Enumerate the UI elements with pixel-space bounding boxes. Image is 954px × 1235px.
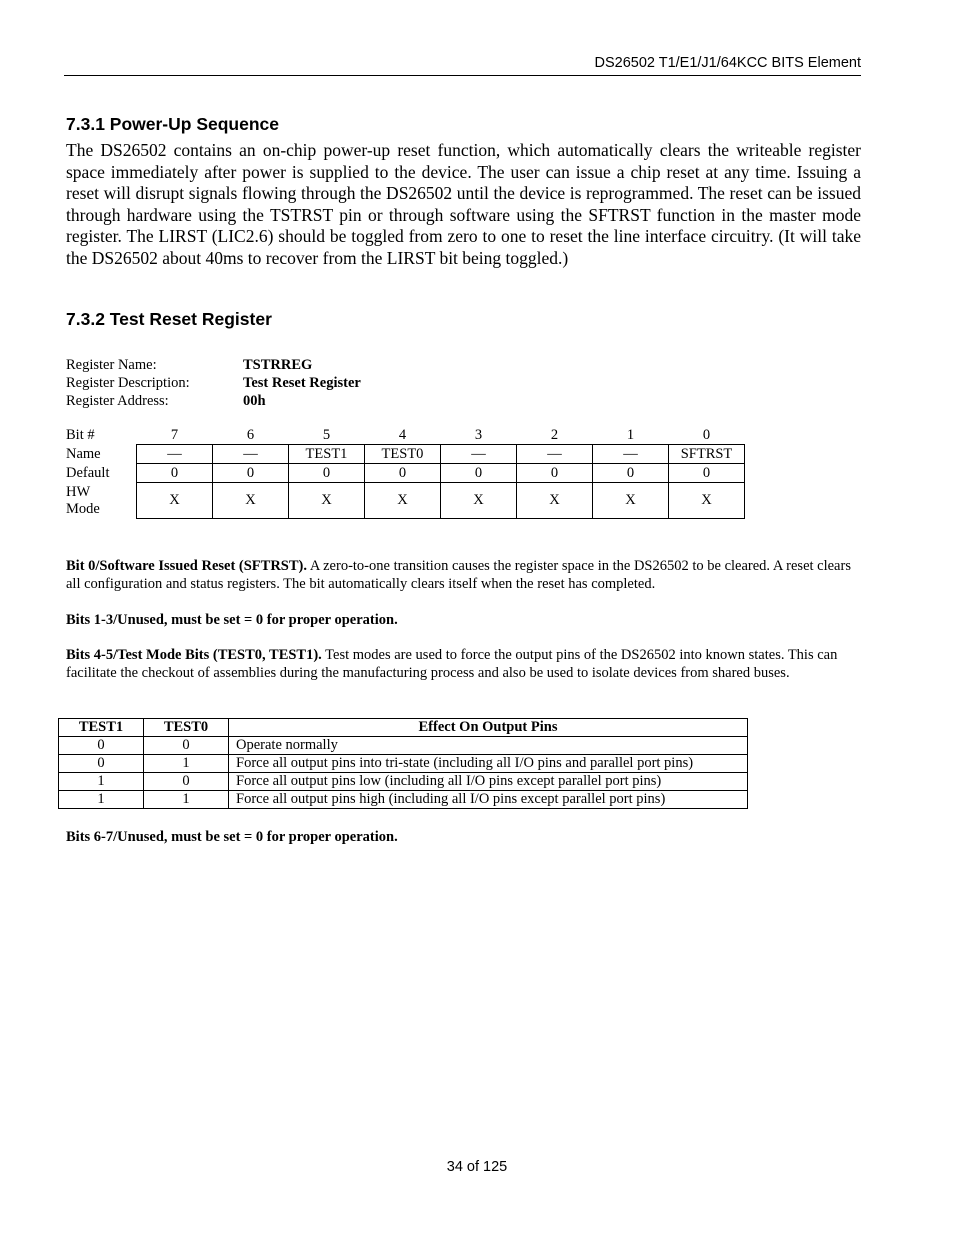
bit-default: 0 bbox=[365, 464, 441, 483]
cell-effect: Force all output pins high (including all I/O pins except parallel port pins) bbox=[229, 791, 748, 809]
register-desc-label: Register Description: bbox=[66, 375, 190, 391]
header-title: DS26502 T1/E1/J1/64KCC BITS Element bbox=[594, 55, 861, 71]
bit-hw-mode: X bbox=[441, 483, 517, 519]
bit-number-row bbox=[64, 426, 745, 445]
cell-test0: 0 bbox=[144, 773, 229, 791]
table-row bbox=[59, 737, 748, 755]
bit-number: 6 bbox=[246, 426, 255, 443]
cell-test0: 1 bbox=[144, 791, 229, 809]
hw-label: HW bbox=[66, 483, 91, 500]
effect-table bbox=[58, 718, 748, 809]
page-header bbox=[64, 55, 861, 76]
cell-test0: 1 bbox=[144, 755, 229, 773]
bit-row-label: Bit # bbox=[66, 426, 95, 443]
bit-default-row bbox=[64, 464, 745, 483]
bit-default: 0 bbox=[213, 464, 289, 483]
bit-name: — bbox=[137, 445, 213, 464]
bit-number: 5 bbox=[322, 426, 331, 443]
bit-number: 2 bbox=[550, 426, 559, 443]
cell-test1: 0 bbox=[59, 737, 144, 755]
bit-name: TEST1 bbox=[289, 445, 365, 464]
page-number: 34 of 125 bbox=[446, 1159, 508, 1175]
bit-name: TEST0 bbox=[365, 445, 441, 464]
col-header-effect: Effect On Output Pins bbox=[229, 719, 748, 737]
bit-name: — bbox=[593, 445, 669, 464]
cell-effect: Force all output pins into tri-state (including all I/O pins and parallel port pins) bbox=[229, 755, 748, 773]
section-heading-test-reset: 7.3.2 Test Reset Register bbox=[66, 309, 272, 329]
bit-default: 0 bbox=[137, 464, 213, 483]
register-name: TSTRREG bbox=[243, 357, 313, 373]
bit-name: — bbox=[441, 445, 517, 464]
register-name-label: Register Name: bbox=[66, 357, 157, 373]
bit0-title: Bit 0/Software Issued Reset (SFTRST). bbox=[66, 558, 307, 574]
bit-number: 1 bbox=[626, 426, 635, 443]
bit-default: 0 bbox=[289, 464, 365, 483]
name-row-label: Name bbox=[66, 445, 101, 462]
bit0-description bbox=[66, 557, 861, 593]
bit-default: 0 bbox=[669, 464, 745, 483]
register-addr-label: Register Address: bbox=[66, 393, 169, 409]
bits45-description bbox=[66, 646, 861, 682]
register-desc: Test Reset Register bbox=[243, 375, 361, 391]
bit-hw-mode: X bbox=[669, 483, 745, 519]
cell-test1: 1 bbox=[59, 773, 144, 791]
cell-test1: 0 bbox=[59, 755, 144, 773]
bit-hw-mode-row bbox=[64, 483, 745, 519]
bit-hw-mode: X bbox=[213, 483, 289, 519]
bits45-title: Bits 4-5/Test Mode Bits (TEST0, TEST1). bbox=[66, 647, 322, 663]
hw-mode-row-label bbox=[64, 483, 137, 519]
power-up-paragraph: The DS26502 contains an on-chip power-up reset function, which automatically clears the writeable register space immediately after power is supplied to the device. The user can issue a chip reset at any time. Issuing a reset will disrupt signals flowing through the DS26502 until the device is reprogrammed. The reset can be issued through hardware using the TSTRST pin or through software using the SFTRST function in the master mode register. The LIRST (LIC2.6) should be toggled from zero to one to reset the line interface circuitry. (It will take the DS26502 about 40ms to recover from the LIRST bit being toggled.) bbox=[66, 140, 861, 268]
bit-table bbox=[64, 426, 745, 519]
bit-number: 7 bbox=[170, 426, 179, 443]
bit-hw-mode: X bbox=[137, 483, 213, 519]
register-info bbox=[66, 356, 361, 410]
bit-default: 0 bbox=[593, 464, 669, 483]
bit-hw-mode: X bbox=[517, 483, 593, 519]
cell-test0: 0 bbox=[144, 737, 229, 755]
bits67-description bbox=[66, 828, 861, 846]
register-addr: 00h bbox=[243, 393, 266, 409]
col-header-test0: TEST0 bbox=[144, 719, 229, 737]
bit-hw-mode: X bbox=[289, 483, 365, 519]
bit-hw-mode: X bbox=[365, 483, 441, 519]
bit-hw-mode: X bbox=[593, 483, 669, 519]
bit-name: — bbox=[517, 445, 593, 464]
bit-number: 4 bbox=[398, 426, 407, 443]
bit0-text: A zero-to-one transition causes the register space in the DS26502 to be cleared. A reset clears all configuration and status registers. The bit automatically clears itself when the reset has completed. bbox=[66, 558, 851, 592]
cell-effect: Operate normally bbox=[229, 737, 748, 755]
effect-header-row bbox=[59, 719, 748, 737]
bit-default: 0 bbox=[517, 464, 593, 483]
bits13-description bbox=[66, 611, 861, 629]
col-header-test1: TEST1 bbox=[59, 719, 144, 737]
bit-number: 0 bbox=[702, 426, 711, 443]
table-row bbox=[59, 755, 748, 773]
cell-test1: 1 bbox=[59, 791, 144, 809]
mode-label: Mode bbox=[66, 500, 100, 517]
bits67-title: Bits 6-7/Unused, must be set = 0 for proper operation. bbox=[66, 829, 398, 845]
bit-name: SFTRST bbox=[669, 445, 745, 464]
bit-default: 0 bbox=[441, 464, 517, 483]
bits45-text: Test modes are used to force the output pins of the DS26502 into known states. This can facilitate the checkout of assemblies during the manufacturing process and also be used to isolate devices from shared buses. bbox=[66, 647, 838, 681]
cell-effect: Force all output pins low (including all I/O pins except parallel port pins) bbox=[229, 773, 748, 791]
table-row bbox=[59, 791, 748, 809]
bit-number: 3 bbox=[474, 426, 483, 443]
section-heading-power-up: 7.3.1 Power-Up Sequence bbox=[66, 114, 279, 134]
bit-name-row bbox=[64, 445, 745, 464]
table-row bbox=[59, 773, 748, 791]
bit-name: — bbox=[213, 445, 289, 464]
default-row-label: Default bbox=[66, 464, 110, 481]
bits13-title: Bits 1-3/Unused, must be set = 0 for proper operation. bbox=[66, 612, 398, 628]
